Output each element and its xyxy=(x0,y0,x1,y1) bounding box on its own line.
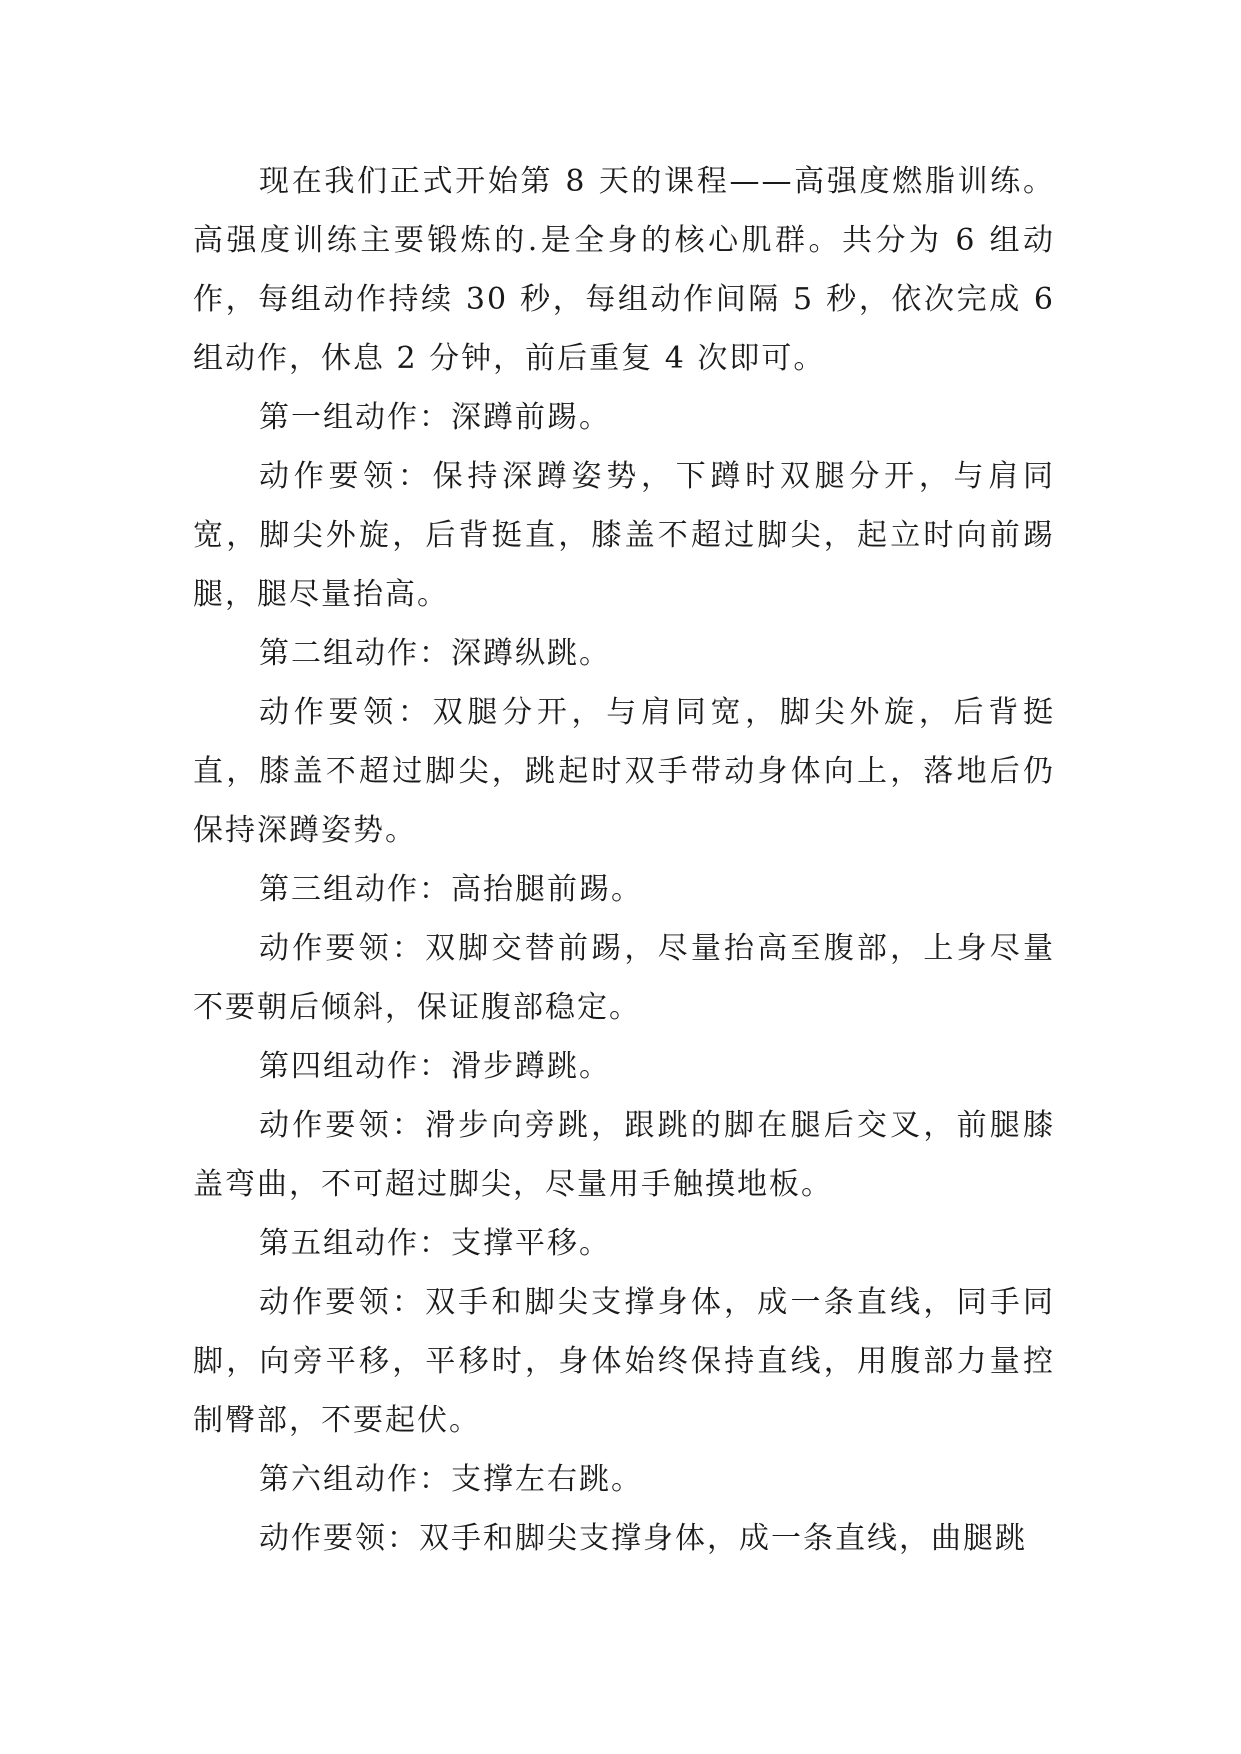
document-body xyxy=(193,152,1055,1568)
group-2-instructions: 动作要领：双腿分开，与肩同宽，脚尖外旋，后背挺直，膝盖不超过脚尖，跳起时双手带动身体向上，落地后仍保持深蹲姿势。 xyxy=(193,695,1055,848)
group-3-title: 第三组动作：高抬腿前踢。 xyxy=(259,872,643,907)
group-2-title: 第二组动作：深蹲纵跳。 xyxy=(259,636,611,671)
group-3-instructions: 动作要领：双脚交替前踢，尽量抬高至腹部，上身尽量不要朝后倾斜，保证腹部稳定。 xyxy=(193,931,1055,1025)
group-5-instructions: 动作要领：双手和脚尖支撑身体，成一条直线，同手同脚，向旁平移，平移时，身体始终保持直线，用腹部力量控制臀部，不要起伏。 xyxy=(193,1285,1055,1438)
group-4-title: 第四组动作：滑步蹲跳。 xyxy=(259,1049,611,1084)
group-1-title: 第一组动作：深蹲前踢。 xyxy=(259,400,611,435)
group-4-instructions: 动作要领：滑步向旁跳，跟跳的脚在腿后交叉，前腿膝盖弯曲，不可超过脚尖，尽量用手触摸地板。 xyxy=(193,1108,1055,1202)
group-1-instructions: 动作要领：保持深蹲姿势，下蹲时双腿分开，与肩同宽，脚尖外旋，后背挺直，膝盖不超过脚尖，起立时向前踢腿，腿尽量抬高。 xyxy=(193,459,1055,612)
group-5-title: 第五组动作：支撑平移。 xyxy=(259,1226,611,1261)
intro-paragraph: 现在我们正式开始第 8 天的课程——高强度燃脂训练。高强度训练主要锻炼的.是全身的核心肌群。共分为 6 组动作，每组动作持续 30 秒，每组动作间隔 5 秒，依次完成 6 组动作，休息 2 分钟，前后重复 4 次即可。 xyxy=(193,164,1055,376)
group-6-title: 第六组动作：支撑左右跳。 xyxy=(259,1462,643,1497)
group-6-instructions: 动作要领：双手和脚尖支撑身体，成一条直线，曲腿跳 xyxy=(259,1521,1027,1556)
